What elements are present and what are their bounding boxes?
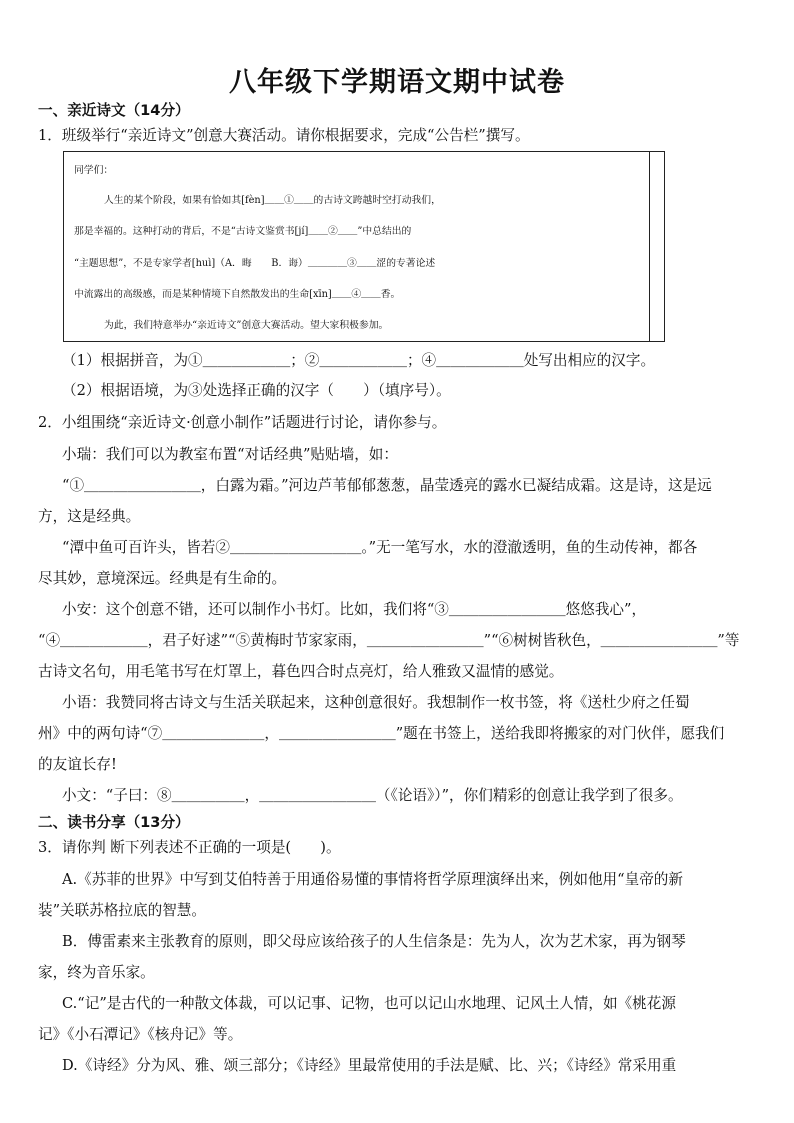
q3-option-a-line-1: A.《苏菲的世界》中写到艾伯特善于用通俗易懂的事情将哲学原理演绎出来，例如他用“皇帝的新 (62, 871, 683, 888)
question-1-stem: 1．班级举行“亲近诗文”创意大赛活动。请你根据要求，完成“公告栏”撰写。 (38, 127, 530, 144)
bulletin-line-5: 为此，我们特意举办“亲近诗文”创意大赛活动。望大家积极参加。 (104, 320, 389, 331)
page-title: 八年级下学期语文期中试卷 (229, 67, 565, 98)
q3-option-b-line-1: B．傅雷素来主张教育的原则，即父母应该给孩子的人生信条是：先为人，次为艺术家，再为钢琴 (62, 933, 686, 950)
q2-line-1: 小瑞：我们可以为教室布置“对话经典”贴贴墙，如： (62, 446, 398, 463)
q3-option-a-line-2: 装”关联苏格拉底的智慧。 (38, 902, 206, 919)
q3-option-c-line-2: 记》《小石潭记》《核舟记》等。 (38, 1026, 243, 1043)
q2-line-9: 小语：我赞同将古诗文与生活关联起来，这种创意很好。我想制作一枚书签，将《送杜少府之任蜀 (62, 694, 690, 711)
bulletin-line-1: 人生的某个阶段，如果有恰如其[fèn]＿＿①＿＿的古诗文跨越时空打动我们， (104, 195, 441, 206)
bulletin-greeting: 同学们： (74, 165, 114, 176)
q2-line-4: “潭中鱼可百许头，皆若②＿＿＿＿＿＿＿＿＿。”无一笔写水，水的澄澈透明，鱼的生动传神，都各 (62, 539, 698, 556)
q2-line-10: 州》中的两句诗“⑦＿＿＿＿＿＿＿，＿＿＿＿＿＿＿＿”题在书签上，送给我即将搬家的对门伙伴，愿我们 (38, 725, 725, 742)
question-1-sub-2: （2）根据语境，为③处选择正确的汉字（ ）（填序号）。 (62, 382, 451, 399)
q2-line-6: 小安：这个创意不错，还可以制作小书灯。比如，我们将“③＿＿＿＿＿＿＿＿悠悠我心”， (62, 601, 647, 618)
bulletin-line-3: “主题思想”，不是专家学者[huì]（A．晦 B．诲）＿＿＿＿③＿＿涩的专著论述 (74, 258, 436, 269)
q2-line-12: 小文：“子曰：⑧＿＿＿＿＿，＿＿＿＿＿＿＿＿（《论语》）”，你们精彩的创意让我学到了很多。 (62, 787, 683, 804)
q2-line-8: 古诗文名句，用毛笔书写在灯罩上，暮色四合时点亮灯，给人雅致又温情的感觉。 (38, 663, 564, 680)
q2-line-2: “①＿＿＿＿＿＿＿＿，白露为霜。”河边芦苇郁郁葱葱，晶莹透亮的露水已凝结成霜。这是诗，这是远 (62, 477, 712, 494)
question-3-stem: 3．请你判 断下列表述不正确的一项是( )。 (38, 839, 341, 856)
q3-option-b-line-2: 家，终为音乐家。 (38, 964, 155, 981)
q2-line-11: 的友谊长存! (38, 756, 117, 773)
question-2-stem: 2．小组围绕“亲近诗文·创意小制作”话题进行讨论，请你参与。 (38, 414, 447, 431)
q2-line-3: 方，这是经典。 (38, 508, 141, 525)
q3-option-d-line-1: D.《诗经》分为风、雅、颂三部分；《诗经》里最常使用的手法是赋、比、兴；《诗经》常采用重 (62, 1057, 677, 1074)
bulletin-line-2: 那是幸福的。这种打动的背后，不是“古诗文鉴赏书[jí]＿＿②＿＿”中总结出的 (74, 226, 412, 237)
q2-line-5: 尽其妙，意境深远。经典是有生命的。 (38, 570, 287, 587)
q3-option-c-line-1: C.“记”是古代的一种散文体裁，可以记事、记物，也可以记山水地理、记风土人情，如《桃花源 (62, 995, 676, 1012)
section-heading-2: 二、读书分享（13分） (38, 814, 190, 831)
question-1-sub-1: （1）根据拼音，为①＿＿＿＿＿＿；②＿＿＿＿＿＿；④＿＿＿＿＿＿处写出相应的汉字。 (62, 352, 656, 369)
q2-line-7: “④＿＿＿＿＿＿，君子好逑”“⑤黄梅时节家家雨，＿＿＿＿＿＿＿＿”“⑥树树皆秋色，＿＿＿＿＿＿＿＿”等 (38, 632, 740, 649)
section-heading-1: 一、亲近诗文（14分） (38, 102, 190, 119)
bulletin-line-4: 中流露出的高级感，而是某种情境下自然散发出的生命[xīn]＿＿④＿＿香。 (74, 289, 401, 300)
